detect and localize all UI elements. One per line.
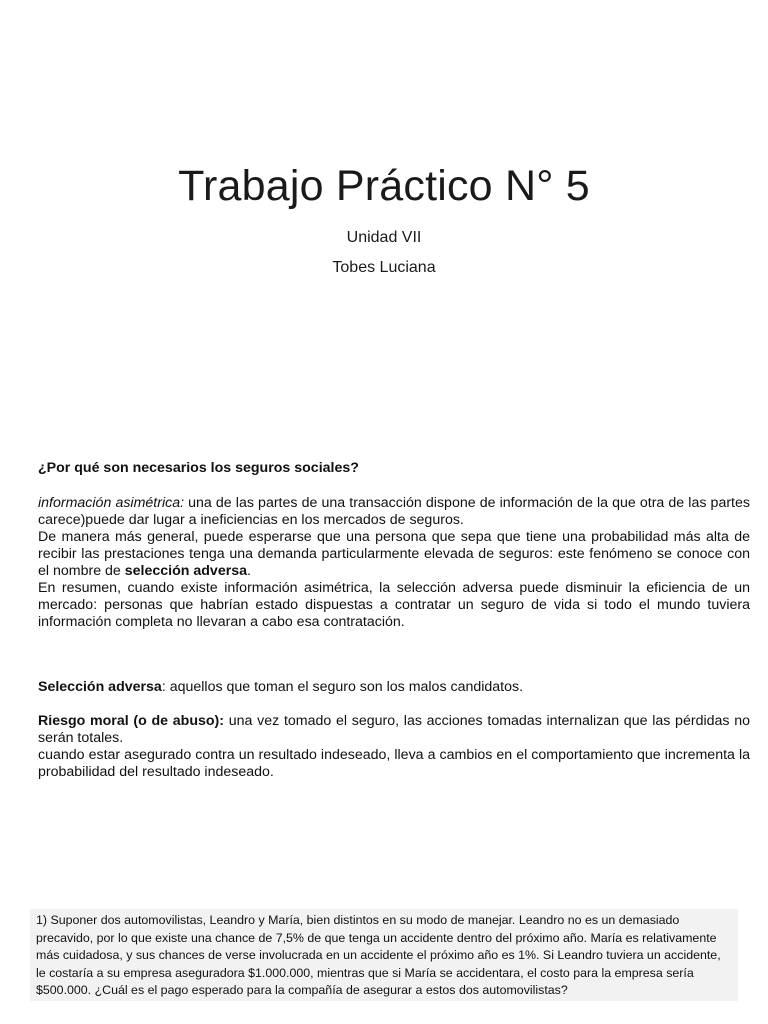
unit-subtitle: Unidad VII [346,229,422,246]
spacer [38,631,750,679]
asymmetric-info-text: una de las partes de una transacción dispone de información de la que otra de las partes carece)puede dar lugar a ineficiencias en los mercados de seguros. [38,495,750,528]
term-moral-hazard: Riesgo moral (o de abuso): [38,713,225,729]
paragraph-general [38,529,750,580]
paragraph-summary: En resumen, cuando existe información asimétrica, la selección adversa puede disminuir la eficiencia de un mercado: personas que habrían estado dispuestas a contratar un seguro de vida si todo el mundo tuviera información completa no llevaran a cabo esa contratación. [38,580,750,630]
section-question: ¿Por qué son necesarios los seguros sociales? [38,460,359,476]
spacer [38,696,750,713]
author-name: Tobes Luciana [332,259,436,276]
exercise-box [30,909,738,1001]
paragraph-moral-hazard-detail: cuando estar asegurado contra un resultado indeseado, lleva a cambios en el comportamiento que incrementa la probabilidad del resultado indeseado. [38,747,750,780]
term-asymmetric-info: información asimétrica: [38,495,185,511]
term-adverse-selection: selección adversa [124,563,248,579]
exercise-text: 1) Suponer dos automovilistas, Leandro y María, bien distintos en su modo de manejar. Leandro no es un demasiado precavido, por lo que existe una chance de 7,5% de que tenga un accidente dentro del próximo año. María es relativamente más cuidadosa, y sus chances de verse involucrada en un accidente el próximo año es 1%. Si Leandro tuviera un accidente, le costaría a su empresa aseguradora $1.000.000, mientras que si María se accidentara, el costo para la empresa sería $500.000. ¿Cuál es el pago esperado para la compañía de asegurar a estos dos automovilistas? [36,913,721,997]
moral-hazard-definition: una vez tomado el seguro, las acciones tomadas internalizan que las pérdidas no serán totales. [38,713,750,746]
adverse-selection-definition: : aquellos que toman el seguro son los malos candidatos. [161,679,524,695]
general-text-end: . [247,563,251,579]
paragraph-moral-hazard [38,713,750,747]
body-content [38,460,750,781]
page-title: Trabajo Práctico N° 5 [178,162,590,210]
term-adverse-selection-def: Selección adversa [38,679,162,695]
general-text: De manera más general, puede esperarse que una persona que sepa que tiene una probabilidad más alta de recibir las prestaciones tenga una demanda particularmente elevada de seguros: este fenómeno se conoce con el nombre de [38,529,750,579]
paragraph-asymmetric-info [38,495,750,529]
paragraph-adverse-selection [38,679,750,696]
